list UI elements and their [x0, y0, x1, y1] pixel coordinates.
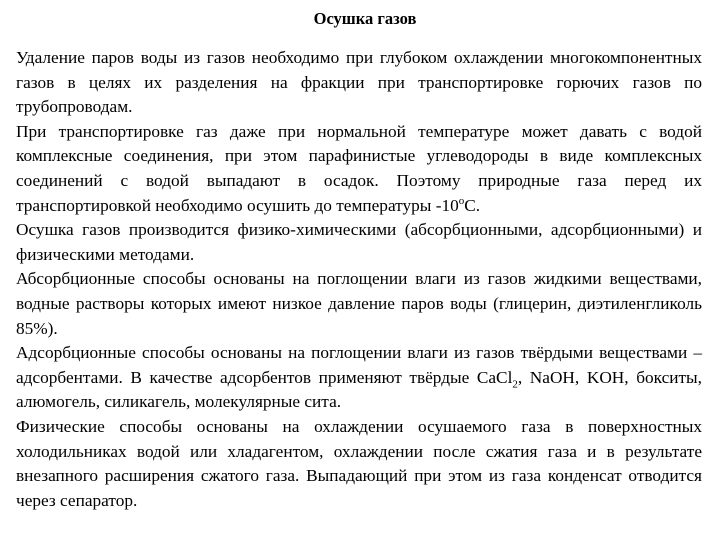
chemical-subscript: 2 [512, 378, 518, 391]
degree-superscript: о [458, 194, 465, 207]
paragraph-adsorption-end: , NaOH, KOH, бокситы, алюмогель, силикагель, молекулярные сита. [16, 367, 702, 412]
paragraph-adsorption [16, 341, 702, 415]
paragraph-absorption: Абсорбционные способы основаны на поглощении влаги из газов жидкими веществами, водные растворы которых имеют низкое давление паров воды (глицерин, диэтиленгликоль 85%). [16, 269, 702, 338]
paragraph-drying-purpose: Удаление паров воды из газов необходимо при глубоком охлаждении многокомпонентных газов в целях их разделения на фракции при транспортировке горючих газов по трубопроводам. [16, 48, 702, 117]
page-title: Осушка газов [313, 9, 417, 28]
document-page [16, 9, 702, 513]
paragraph-transport-hydrates [16, 120, 702, 218]
paragraph-transport-end: С. [464, 195, 481, 215]
paragraph-methods-overview: Осушка газов производится физико-химическими (абсорбционными, адсорбционными) и физическими методами. [16, 220, 702, 264]
paragraph-physical-methods: Физические способы основаны на охлаждении осушаемого газа в поверхностных холодильниках водой или хладагентом, охлаждении после сжатия газа и в результате внезапного расширения сжатого газа. Выпадающий при этом из газа конденсат отводится через сепаратор. [16, 416, 702, 510]
paragraph-adsorption-text: Адсорбционные способы основаны на поглощении влаги из газов твёрдыми веществами – адсорбентами. В качестве адсорбентов применяют твёрдые CaCl [16, 343, 702, 387]
paragraph-transport-text: При транспортировке газ даже при нормальной температуре может давать с водой комплексные соединения, при этом парафинистые углеводороды в виде комплексных соединений с водой выпадают в осадок. Поэтому природные газа перед их транспортировкой необходимо осушить до температуры -10 [16, 121, 702, 215]
